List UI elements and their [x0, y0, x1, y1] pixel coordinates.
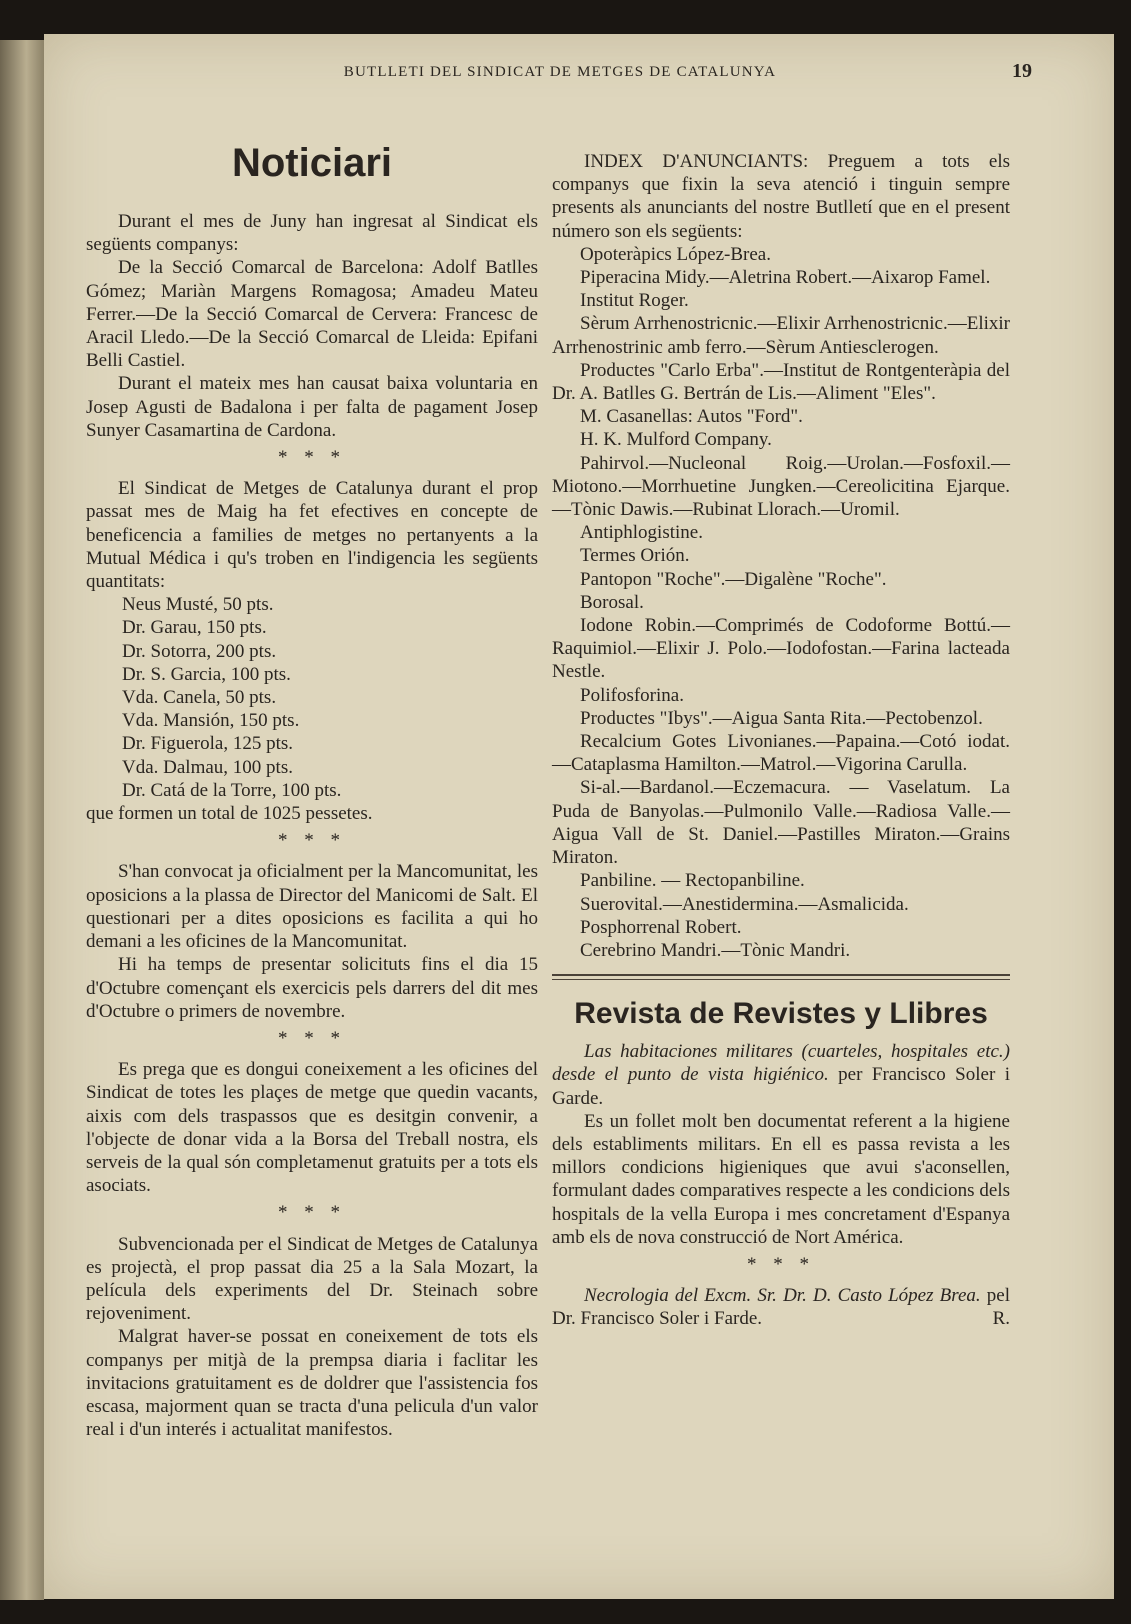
advertisers-intro: INDEX D'ANUNCIANTS: Preguem a tots els companys que fixin la seva atenció i tinguin sempre presents als anunciants del nostre Butlletí que en el present número son els següents:	[552, 151, 1010, 242]
advertiser-entry: Cerebrino Mandri.—Tònic Mandri.	[580, 939, 851, 961]
paragraph: Es prega que es dongui coneixement a les oficines del Sindicat de totes les plaçes de metge que quedin vacants, aixis com dels traspassos que es desitgin convenir, a l'objecte de donar vida a la Borsa del Treball nostra, els serveis de la qual són completamenut gratuits per a tots els asociats.	[86, 1059, 538, 1197]
donation-item: Dr. Garau, 150 pts.	[122, 617, 267, 639]
advertiser-entry: Pahirvol.—Nucleonal Roig.—Urolan.—Fosfoxil.—Miotono.—Morrhuetine Jungken.—Cereolicitina Ejarque.—Tònic Dawis.—Rubinat Llorach.—Uromil.	[552, 452, 1010, 521]
left-column	[86, 140, 538, 1441]
advertiser-entry: Opoteràpics López-Brea.	[580, 243, 771, 265]
advertiser-entry: Termes Orión.	[580, 545, 690, 567]
book-spine-edge	[0, 40, 44, 1600]
separator: * * *	[747, 1253, 815, 1275]
advertiser-entry: Piperacina Midy.—Aletrina Robert.—Aixarop Famel.	[580, 267, 991, 289]
review-book-title: Necrologia del Excm. Sr. Dr. D. Casto López Brea.	[584, 1285, 981, 1307]
running-header: BUTLLETI DEL SINDICAT DE METGES DE CATALUNYA	[343, 64, 777, 80]
paragraph: Durant el mateix mes han causat baixa voluntaria en Josep Agusti de Badalona i per falta de pagament Josep Sunyer Casamartina de Cardona.	[86, 373, 538, 441]
donation-item: Dr. S. Garcia, 100 pts.	[122, 663, 291, 685]
advertiser-entry: Recalcium Gotes Livonianes.—Papaina.—Cotó iodat.—Cataplasma Hamilton.—Matrol.—Vigorina Carulla.	[552, 731, 1010, 776]
advertiser-entry: H. K. Mulford Company.	[580, 429, 772, 451]
review-text: Es un follet molt ben documentat referent a la higiene dels establiments militars. En ell es passa revista a les millors condicions higieniques que avui s'aconsellen, formulant dades comparatives respecte a les condicions dels hospitals de la vella Europa i mes concretament d'Espanya amb els de nova construcció de Nort América.	[552, 1110, 1010, 1248]
advertiser-entry: Productes "Ibys".—Aigua Santa Rita.—Pectobenzol.	[580, 707, 983, 729]
paragraph: Hi ha temps de presentar solicituts fins el dia 15 d'Octubre començant els exercicis pels darrers del dit mes d'Octubre o primers de novembre.	[86, 954, 538, 1022]
donation-item: Dr. Sotorra, 200 pts.	[122, 640, 277, 662]
paragraph: que formen un total de 1025 pessetes.	[86, 803, 373, 825]
advertiser-entry: Polifosforina.	[580, 684, 684, 706]
advertiser-entry: Suerovital.—Anestidermina.—Asmalicida.	[580, 893, 909, 915]
donation-item: Dr. Catá de la Torre, 100 pts.	[122, 779, 342, 801]
advertiser-entry: M. Casanellas: Autos "Ford".	[580, 406, 803, 428]
advertiser-entry: Antiphlogistine.	[580, 522, 703, 544]
review-author: pel Dr. Francisco Soler i Farde.	[552, 1285, 1010, 1330]
paragraph: Malgrat haver-se possat en coneixement de tots els companys per mitjà de la prempsa diaria i faclitar les invitacions gratuitament es de doldrer que l'assistencia fos escasa, majorment quan se tracta d'una pelicula d'un valor real i d'un interés i actualitat manifestos.	[86, 1326, 538, 1441]
donation-item: Vda. Mansión, 150 pts.	[122, 710, 300, 732]
donation-list	[86, 593, 538, 802]
separator: * * *	[278, 447, 346, 469]
advertiser-entry: Posphorrenal Robert.	[580, 916, 742, 938]
advertiser-entry: Productes "Carlo Erba".—Institut de Rontgenteràpia del Dr. A. Batlles G. Bertrán de Lis.—Aliment "Eles".	[552, 359, 1010, 405]
section-title-noticiari: Noticiari	[231, 141, 393, 185]
advertiser-entry: Iodone Robin.—Comprimés de Codoforme Bottú.—Raquimiol.—Elixir J. Polo.—Iodofostan.—Farina lacteada Nestle.	[552, 615, 1010, 683]
donation-item: Vda. Canela, 50 pts.	[122, 687, 277, 709]
advertiser-entry: Sèrum Arrhenostricnic.—Elixir Arrhenostricnic.—Elixir Arrhenostrinic amb ferro.—Sèrum Antiesclerogen.	[552, 313, 1010, 358]
advertiser-entry: Panbiline. — Rectopanbiline.	[580, 870, 805, 892]
donation-item: Vda. Dalmau, 100 pts.	[122, 756, 293, 778]
review-entry	[552, 1284, 1010, 1330]
paragraph: Subvencionada per el Sindicat de Metges de Catalunya es projectà, el prop passat dia 25 a la Sala Mozart, la película dels experiments del Dr. Steinach sobre rejoveniment.	[86, 1233, 538, 1325]
separator: * * *	[278, 1027, 346, 1049]
paragraph: S'han convocat ja oficialment per la Mancomunitat, les oposicions a la plassa de Director del Manicomi de Salt. El questionari per a dites oposicions es facilita a qui ho demani a les oficines de la Mancomunitat.	[86, 861, 538, 953]
paragraph: De la Secció Comarcal de Barcelona: Adolf Batlles Gómez; Mariàn Margens Romagosa; Amadeu Mateu Ferrer.—De la Secció Comarcal de Cervera: Francesc de Aracil Lledo.—De la Secció Comarcal de Lleida: Epifani Belli Castiel.	[86, 257, 538, 372]
separator: * * *	[278, 1202, 346, 1224]
review-book-title: Las habitaciones militares (cuarteles, hospitales etc.) desde el punto de vista higiénico.	[552, 1041, 1010, 1086]
advertiser-entry: Si-al.—Bardanol.—Eczemacura. — Vaselatum. La Puda de Banyolas.—Pulmonilo Valle.—Radiosa Valle.—Aigua Vall de St. Daniel.—Pastilles Miraton.—Grains Miraton.	[552, 777, 1010, 869]
donation-item: Dr. Figuerola, 125 pts.	[122, 733, 293, 755]
page-number: 19	[1012, 60, 1032, 82]
section-title-revista: Revista de Revistes y Llibres	[574, 997, 988, 1031]
donation-item: Neus Musté, 50 pts.	[122, 594, 274, 616]
advertiser-entry: Borosal.	[580, 591, 644, 613]
right-column	[552, 150, 1010, 1331]
advertiser-entry: Institut Roger.	[580, 290, 689, 312]
advertiser-entry: Pantopon "Roche".—Digalène "Roche".	[580, 568, 887, 590]
paragraph: Durant el mes de Juny han ingresat al Sindicat els següents companys:	[86, 211, 538, 256]
paragraph: El Sindicat de Metges de Catalunya durant el prop passat mes de Maig ha fet efectives en concepte de beneficencia a families de metges no pertanyents a la Mutual Médica i qu's troben en l'indigencia les següents quantitats:	[86, 478, 538, 593]
review-author: per Francisco Soler i Garde.	[552, 1064, 1011, 1109]
separator: * * *	[278, 830, 346, 852]
review-entry	[552, 1040, 1010, 1110]
signature: R.	[992, 1308, 1010, 1330]
section-divider	[552, 974, 1010, 980]
advertisers-list	[552, 243, 1010, 962]
